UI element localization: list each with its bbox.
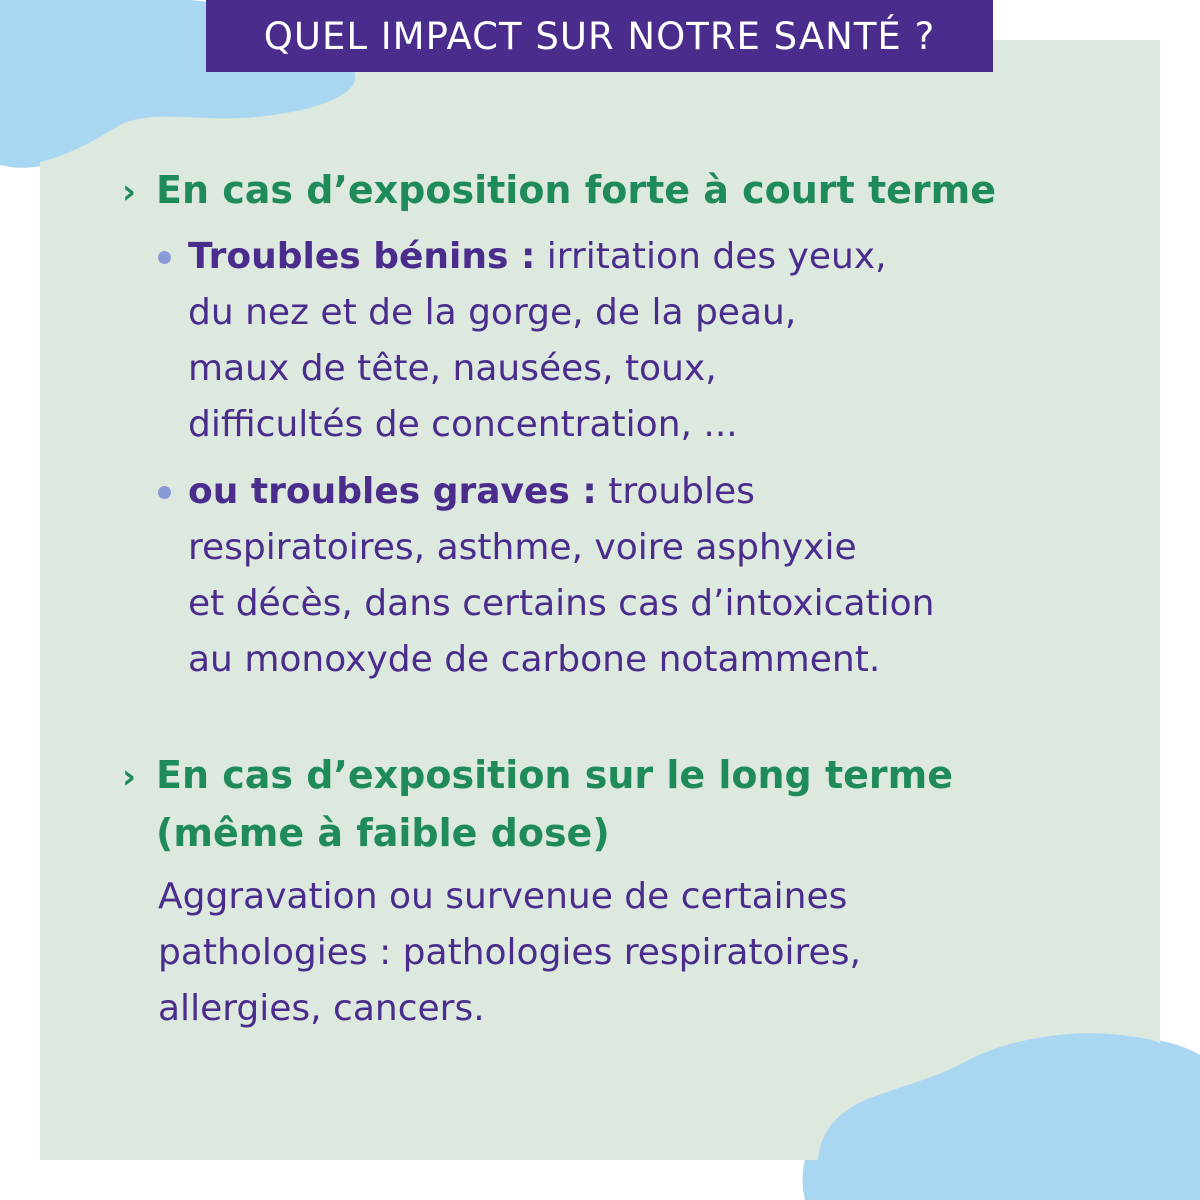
- bullet-line: maux de tête, nausées, toux,: [188, 348, 717, 389]
- bullet-label: ou troubles graves :: [188, 471, 597, 512]
- bottom-right-blob-overlap: [818, 1033, 1160, 1160]
- bullet-dot-icon: [158, 486, 171, 499]
- heading-text: En cas d’exposition forte à court terme: [156, 168, 996, 212]
- paragraph-line: pathologies : pathologies respiratoires,: [158, 932, 861, 973]
- bullet-label: Troubles bénins :: [188, 236, 536, 277]
- chevron-right-icon: ›: [122, 757, 137, 797]
- bullet-line: difficultés de concentration, ...: [188, 404, 738, 445]
- long-term-description: [158, 869, 861, 1037]
- bullet-first-line: [158, 464, 934, 520]
- bullet-line: du nez et de la gorge, de la peau,: [188, 292, 797, 333]
- bullet-first-line: [158, 229, 887, 285]
- paragraph-line: allergies, cancers.: [158, 988, 485, 1029]
- bullet-line: respiratoires, asthme, voire asphyxie: [188, 527, 857, 568]
- chevron-right-icon: ›: [122, 172, 137, 212]
- bullet-serious-disorders: [158, 464, 934, 688]
- bullet-text: irritation des yeux,: [535, 236, 887, 277]
- bullet-dot-icon: [158, 251, 171, 264]
- bullet-line: au monoxyde de carbone notamment.: [188, 639, 881, 680]
- bullet-mild-disorders: [158, 229, 887, 453]
- paragraph-line: Aggravation ou survenue de certaines: [158, 876, 848, 917]
- page-title: QUEL IMPACT SUR NOTRE SANTÉ ?: [206, 0, 993, 72]
- section-heading-short-term: [122, 162, 996, 220]
- section-heading-long-term: [122, 747, 953, 861]
- heading-subtext: (même à faible dose): [156, 811, 610, 855]
- bullet-line: et décès, dans certains cas d’intoxication: [188, 583, 935, 624]
- heading-text: En cas d’exposition sur le long terme: [156, 753, 954, 797]
- bullet-text: troubles: [596, 471, 755, 512]
